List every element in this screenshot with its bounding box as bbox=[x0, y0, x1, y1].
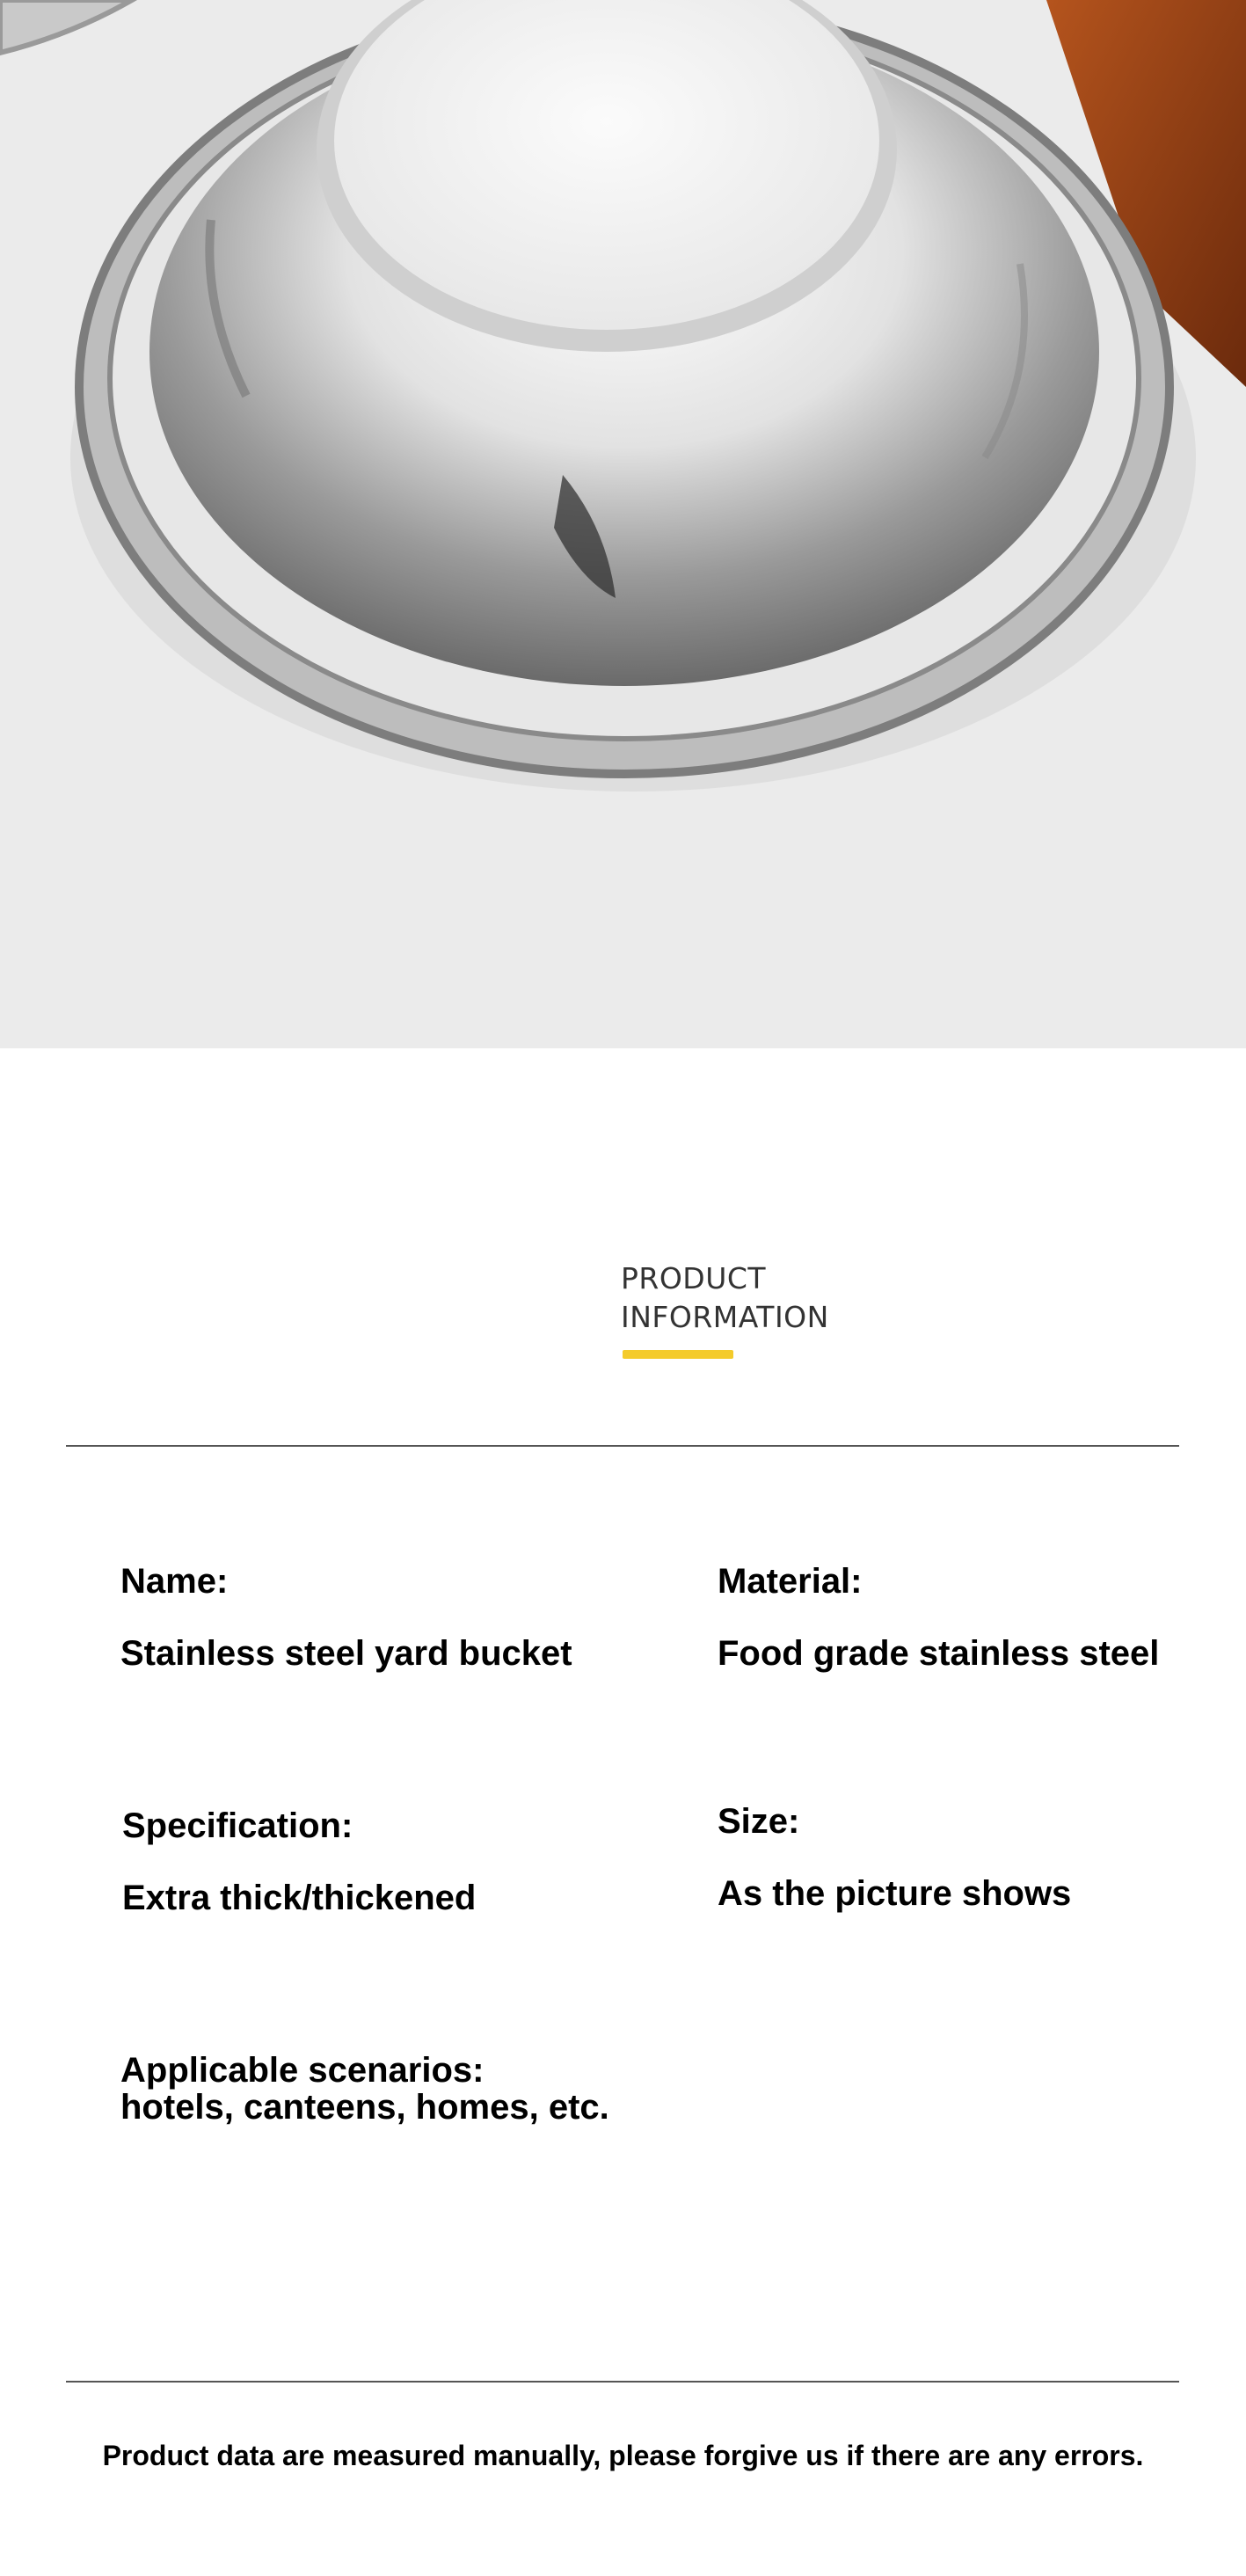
name-value: Stainless steel yard bucket bbox=[120, 1634, 572, 1673]
bowl-illustration bbox=[0, 0, 1246, 1048]
material-label: Material: bbox=[718, 1562, 863, 1601]
specification-label: Specification: bbox=[122, 1806, 353, 1845]
title-accent-bar bbox=[623, 1350, 733, 1359]
specification-value: Extra thick/thickened bbox=[122, 1879, 477, 1917]
scenarios-value: hotels, canteens, homes, etc. bbox=[120, 2088, 609, 2127]
section-title bbox=[621, 1259, 829, 1337]
size-value: As the picture shows bbox=[718, 1874, 1072, 1913]
name-label: Name: bbox=[120, 1562, 229, 1601]
bottom-divider bbox=[66, 2381, 1179, 2383]
size-label: Size: bbox=[718, 1802, 800, 1841]
product-photo bbox=[0, 0, 1246, 1048]
section-title-line2: INFORMATION bbox=[621, 1300, 829, 1334]
disclaimer-note: Product data are measured manually, please forgive us if there are any errors. bbox=[102, 2440, 1144, 2471]
material-value: Food grade stainless steel bbox=[718, 1634, 1160, 1673]
section-title-line1: PRODUCT bbox=[621, 1261, 767, 1295]
scenarios-block bbox=[120, 2052, 609, 2126]
scenarios-label: Applicable scenarios: bbox=[120, 2051, 485, 2090]
top-divider bbox=[66, 1445, 1179, 1447]
